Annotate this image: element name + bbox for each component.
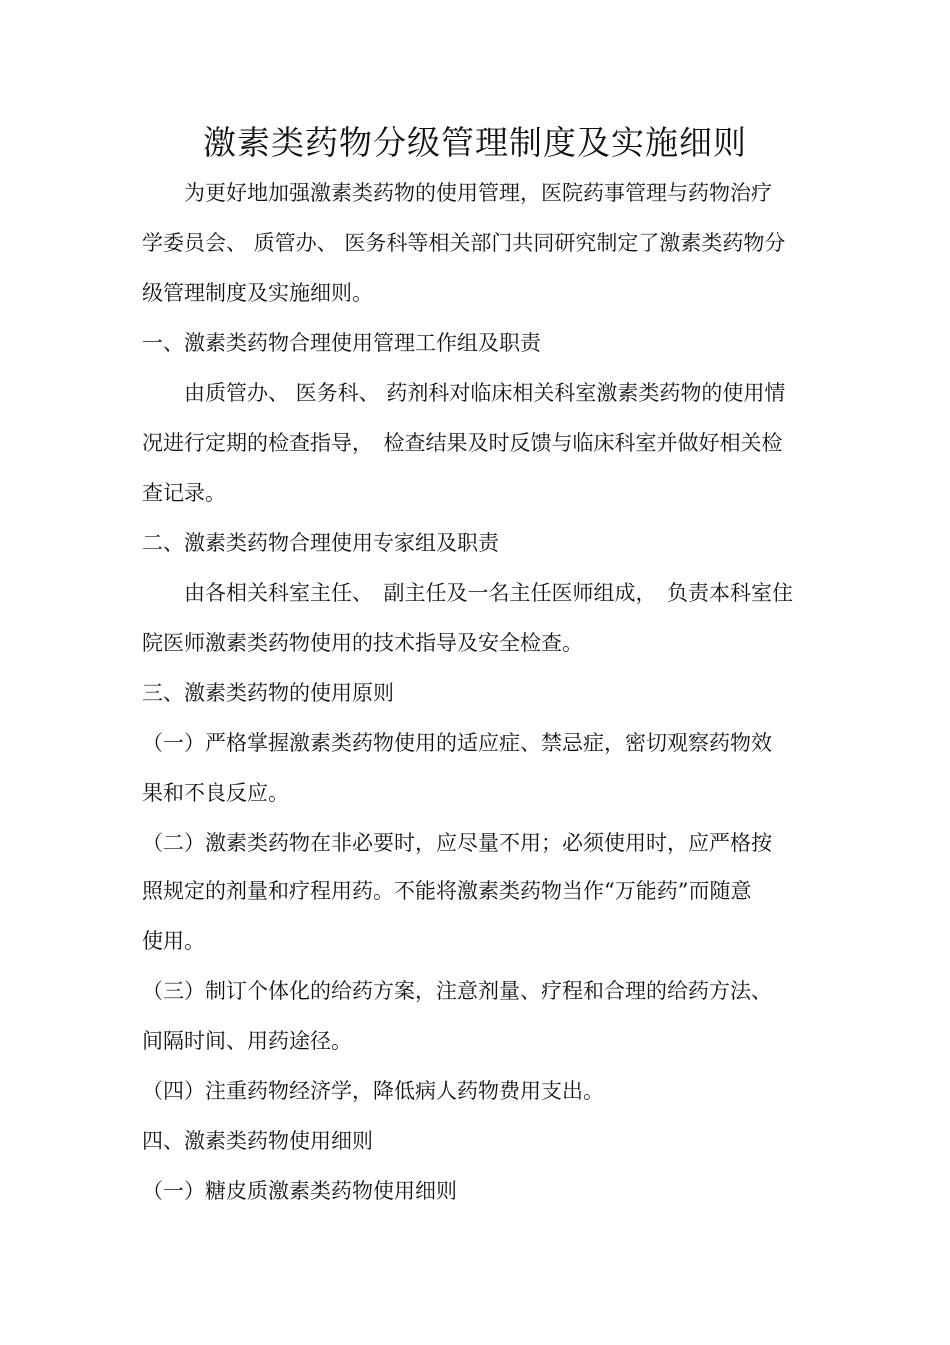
principle-2-line-1: （二）激素类药物在非必要时，应尽量不用；必须使用时，应严格按 <box>142 831 772 855</box>
principle-4-line-1: （四）注重药物经济学，降低病人药物费用支出。 <box>142 1079 604 1103</box>
principle-2-line-3: 使用。 <box>142 929 205 953</box>
section-heading-3: 三、激素类药物的使用原则 <box>142 681 394 705</box>
subsection-heading-4-1: （一）糖皮质激素类药物使用细则 <box>142 1179 457 1203</box>
section-heading-2: 二、激素类药物合理使用专家组及职责 <box>142 531 499 555</box>
section-heading-4: 四、激素类药物使用细则 <box>142 1129 373 1153</box>
principle-1-line-2: 果和不良反应。 <box>142 781 289 805</box>
section-1-line-2: 况进行定期的检查指导， 检查结果及时反馈与临床科室并做好相关检 <box>142 431 783 455</box>
document-title: 激素类药物分级管理制度及实施细则 <box>203 123 747 162</box>
principle-1-line-1: （一）严格掌握激素类药物使用的适应症、禁忌症，密切观察药物效 <box>142 731 772 755</box>
section-2-line-1: 由各相关科室主任、 副主任及一名主任医师组成， 负责本科室住 <box>142 581 793 605</box>
principle-3-line-2: 间隔时间、用药途径。 <box>142 1029 352 1053</box>
section-1-line-1: 由质管办、 医务科、 药剂科对临床相关科室激素类药物的使用情 <box>142 381 786 405</box>
section-2-line-2: 院医师激素类药物使用的技术指导及安全检查。 <box>142 631 583 655</box>
principle-2-line-2: 照规定的剂量和疗程用药。不能将激素类药物当作“万能药”而随意 <box>142 879 752 903</box>
intro-line-1: 为更好地加强激素类药物的使用管理，医院药事管理与药物治疗 <box>142 181 772 205</box>
intro-line-2: 学委员会、 质管办、 医务科等相关部门共同研究制定了激素类药物分 <box>142 231 786 255</box>
section-heading-1: 一、激素类药物合理使用管理工作组及职责 <box>142 331 541 355</box>
intro-line-3: 级管理制度及实施细则。 <box>142 281 373 305</box>
principle-3-line-1: （三）制订个体化的给药方案，注意剂量、疗程和合理的给药方法、 <box>142 979 772 1003</box>
section-1-line-3: 查记录。 <box>142 481 226 505</box>
